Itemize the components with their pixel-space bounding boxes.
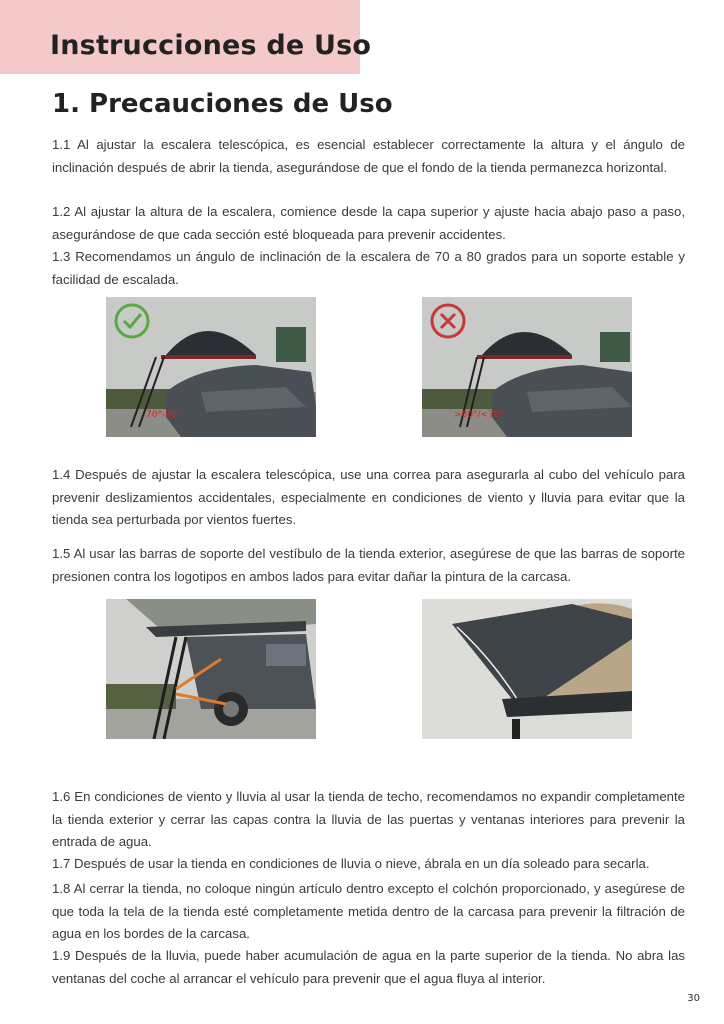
photo-incorrect-ladder-angle	[422, 297, 632, 437]
page-header-title: Instrucciones de Uso	[50, 30, 372, 61]
angle-label-correct: 70°-80°	[146, 410, 182, 420]
section-title: 1. Precauciones de Uso	[52, 89, 393, 119]
paragraph-1-6: 1.6 En condiciones de viento y lluvia al usar la tienda de techo, recomendamos no expandir completamente la tienda exterior y cerrar las capas contra la lluvia de las puertas y ventanas interiores para prevenir la entrada de agua.	[52, 789, 685, 849]
page-number: 30	[687, 993, 700, 1004]
paragraph-1-2: 1.2 Al ajustar la altura de la escalera, comience desde la capa superior y ajuste hacia abajo paso a paso, asegurándose de que cada sección esté bloqueada para prevenir accidentes.	[52, 204, 685, 242]
paragraph-1-3: 1.3 Recomendamos un ángulo de inclinación de la escalera de 70 a 80 grados para un soporte estable y facilidad de escalada.	[52, 249, 685, 287]
photo-tent-awning-closeup	[422, 599, 632, 739]
paragraph-1-1: 1.1 Al ajustar la escalera telescópica, es esencial establecer correctamente la altura y el ángulo de inclinación después de abrir la tienda, asegurándose de que el fondo de la tienda permanezca horizontal.	[52, 137, 685, 175]
paragraph-1-8: 1.8 Al cerrar la tienda, no coloque ningún artículo dentro excepto el colchón proporcionado, y asegúrese de que toda la tela de la tienda esté completamente metida dentro de la carcasa para prevenir la filtración de agua en los bordes de la carcasa.	[52, 881, 685, 941]
paragraph-1-9: 1.9 Después de la lluvia, puede haber acumulación de agua en la parte superior de la tienda. No abra las ventanas del coche al arrancar el vehículo para prevenir que el agua fluya al interior.	[52, 948, 685, 986]
paragraph-1-5: 1.5 Al usar las barras de soporte del vestíbulo de la tienda exterior, asegúrese de que las barras de soporte presionen contra los logotipos en ambos lados para evitar dañar la pintura de la carcasa.	[52, 546, 685, 584]
photo-correct-ladder-angle	[106, 297, 316, 437]
angle-label-incorrect: >80°/<70°	[454, 410, 505, 420]
photo-vestibule-support-bars	[106, 599, 316, 739]
paragraph-1-7: 1.7 Después de usar la tienda en condiciones de lluvia o nieve, ábrala en un día soleado para secarla.	[52, 856, 650, 871]
paragraph-1-4: 1.4 Después de ajustar la escalera telescópica, use una correa para asegurarla al cubo del vehículo para prevenir deslizamientos accidentales, especialmente en condiciones de viento y lluvia para evitar que la tienda sea perturbada por vientos fuertes.	[52, 467, 685, 527]
